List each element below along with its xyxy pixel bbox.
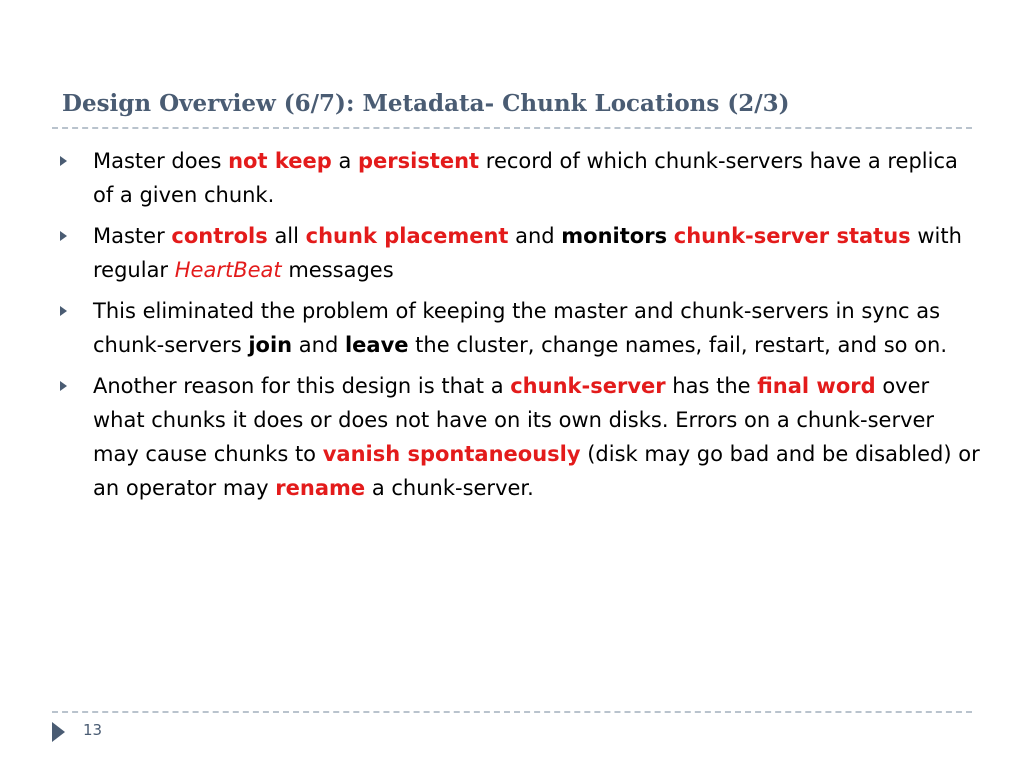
bullet-segment-highlight: rename <box>275 476 366 500</box>
bullet-item <box>60 144 980 212</box>
bullet-segment: the cluster, change names, fail, restart, and so on. <box>408 333 948 357</box>
bullet-segment: over what chunks it does or does not have on its own disks. Errors on a chunk-server may cause chunks to <box>93 374 935 466</box>
bullet-segment-highlight-italic: HeartBeat <box>174 258 282 282</box>
bullet-segment: record of which chunk-servers have a replica of a given chunk. <box>93 149 958 207</box>
bullet-triangle-icon <box>60 381 67 391</box>
bullet-segment-highlight: final word <box>757 374 876 398</box>
bullet-segment-bold: leave <box>344 333 409 357</box>
bullet-item <box>60 294 980 362</box>
bullet-list <box>60 144 980 512</box>
footer-divider <box>52 711 972 713</box>
bullet-segment: (disk may go bad and be disabled) or an operator may <box>93 442 980 500</box>
bullet-segment-highlight: controls <box>171 224 268 248</box>
bullet-segment: Another reason for this design is that a <box>93 374 511 398</box>
bullet-triangle-icon <box>60 156 67 166</box>
bullet-segment: Master <box>93 224 172 248</box>
bullet-segment-highlight: chunk placement <box>305 224 509 248</box>
page-number: 13 <box>83 721 103 739</box>
bullet-segment: and <box>508 224 562 248</box>
bullet-item <box>60 219 980 287</box>
bullet-segment: This eliminated the problem of keeping the master and chunk-servers in sync as chunk-servers <box>93 299 941 357</box>
bullet-segment: Master does <box>93 149 229 173</box>
bullet-segment: a chunk-server. <box>365 476 534 500</box>
bullet-segment-highlight: persistent <box>358 149 480 173</box>
bullet-triangle-icon <box>60 231 67 241</box>
bullet-segment-highlight: chunk-server status <box>673 224 911 248</box>
bullet-item <box>60 369 980 505</box>
bullet-triangle-icon <box>60 306 67 316</box>
bullet-segment: all <box>267 224 306 248</box>
bullet-segment: with regular <box>93 224 962 282</box>
bullet-segment <box>667 224 674 248</box>
bullet-segment-highlight: vanish spontaneously <box>322 442 581 466</box>
bullet-segment: a <box>331 149 358 173</box>
triangle-right-icon <box>52 722 65 742</box>
bullet-segment-highlight: chunk-server <box>510 374 666 398</box>
bullet-segment-highlight: not keep <box>228 149 332 173</box>
bullet-segment-bold: join <box>248 333 293 357</box>
bullet-segment: has the <box>665 374 758 398</box>
title-divider <box>52 127 972 129</box>
bullet-segment-bold: monitors <box>561 224 668 248</box>
bullet-segment: messages <box>281 258 394 282</box>
slide-title: Design Overview (6/7): Metadata- Chunk Locations (2/3) <box>62 90 790 117</box>
bullet-segment: and <box>292 333 345 357</box>
